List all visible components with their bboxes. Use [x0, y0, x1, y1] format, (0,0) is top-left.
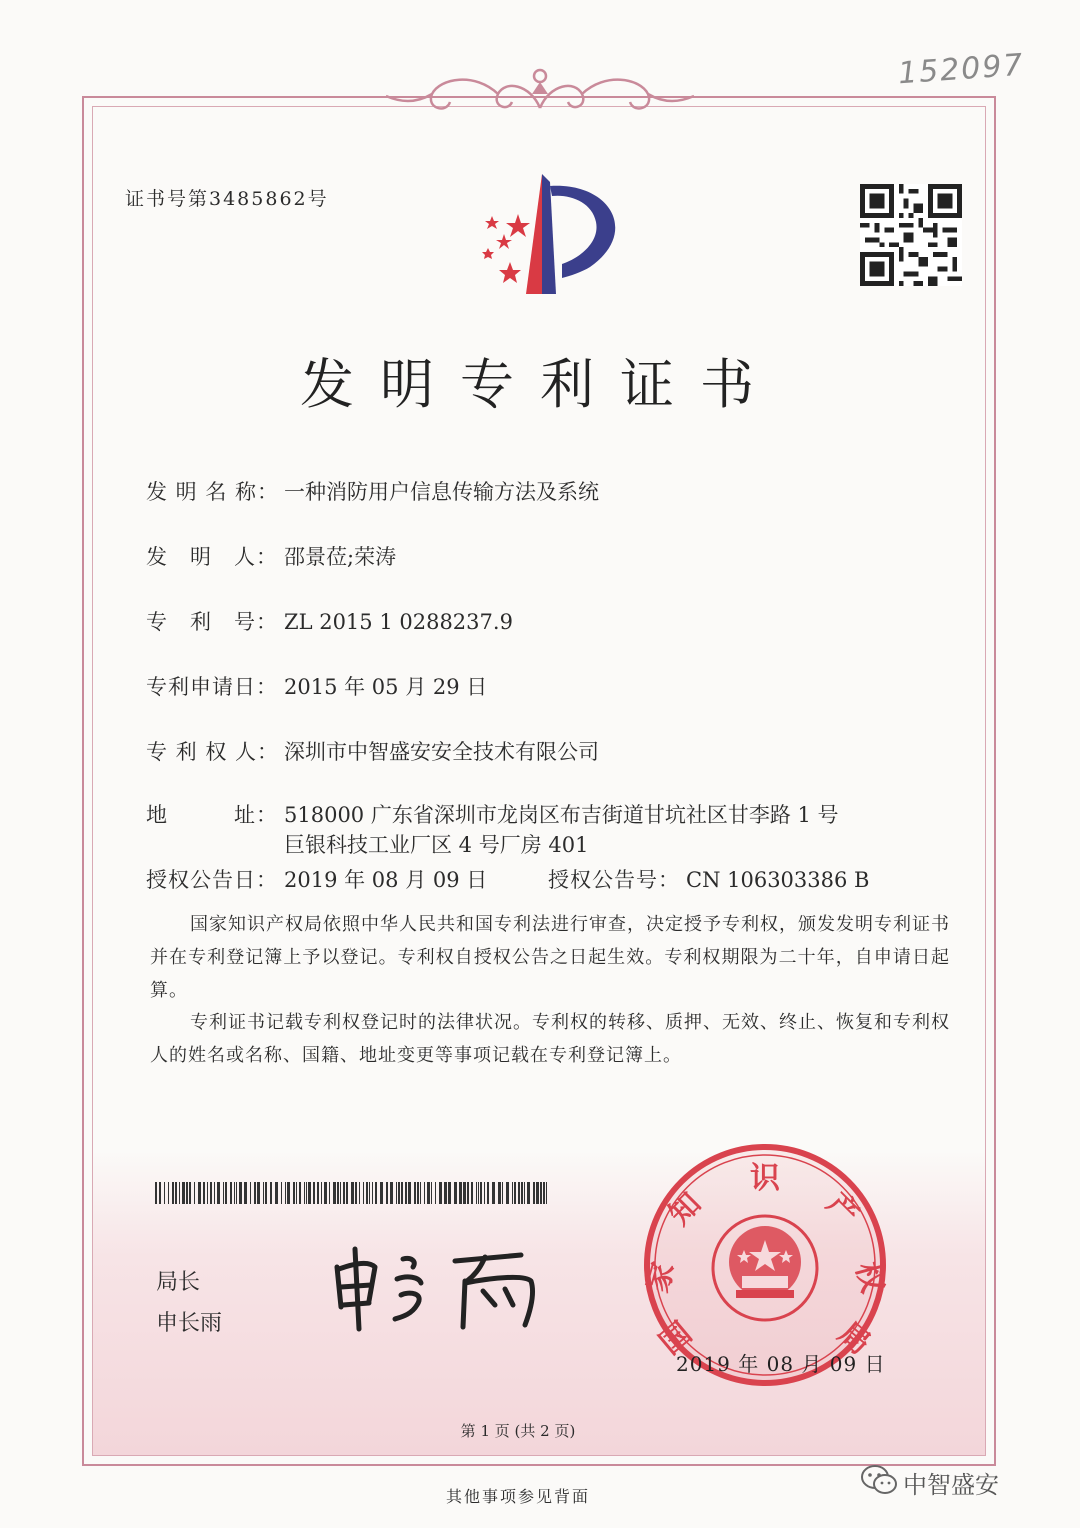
svg-text:识: 识 — [750, 1161, 780, 1196]
star-icon — [496, 234, 512, 249]
field-patentee — [146, 736, 599, 766]
field-grant-date — [146, 864, 487, 894]
director-signature — [325, 1245, 565, 1335]
page-info: 第 1 页 (共 2 页) — [460, 1422, 576, 1440]
field-value: ZL 2015 1 0288237.9 — [284, 610, 513, 634]
field-invention-name — [146, 476, 599, 506]
barcode — [155, 1182, 550, 1204]
field-patent-number — [146, 606, 513, 636]
field-value: 一种消防用户信息传输方法及系统 — [284, 480, 599, 504]
top-ornament — [380, 64, 700, 124]
patent-office-logo — [470, 172, 630, 302]
director-name: 申长雨 — [156, 1311, 223, 1336]
page-title: 发明专利证书 — [300, 353, 780, 416]
star-icon — [482, 248, 494, 259]
qr-code — [860, 184, 962, 286]
svg-text:权: 权 — [848, 1258, 890, 1297]
field-value: 巨银科技工业厂区 4 号厂房 401 — [284, 833, 589, 857]
field-filing-date — [146, 671, 487, 701]
field-label: 授权公告号： — [548, 868, 680, 892]
star-icon — [506, 214, 530, 237]
field-inventor — [146, 541, 396, 571]
svg-text:产: 产 — [819, 1186, 866, 1233]
field-value: 邵景莅;荣涛 — [284, 545, 397, 569]
field-label: 授权公告日： — [146, 868, 278, 892]
field-label: 地 址： — [146, 803, 278, 827]
field-label: 发 明 名 称： — [146, 480, 280, 504]
footer-note: 其他事项参见背面 — [445, 1487, 590, 1506]
director-title: 局长 — [156, 1270, 201, 1295]
watermark: 中智盛安 — [903, 1471, 999, 1499]
star-icon — [485, 216, 499, 229]
field-label: 专利申请日： — [146, 675, 278, 699]
statement-paragraph: 国家知识产权局依照中华人民共和国专利法进行审查，决定授予专利权，颁发发明专利证书并在专利登记簿上予以登记。专利权自授权公告之日起生效。专利权期限为二十年，自申请日起算。 — [150, 914, 950, 1001]
field-label: 专 利 权 人： — [146, 740, 280, 764]
field-address-line2 — [284, 829, 588, 859]
svg-text:国: 国 — [653, 1315, 699, 1362]
field-value: 518000 广东省深圳市龙岗区布吉街道甘坑社区甘李路 1 号 — [284, 803, 839, 827]
wechat-icon — [860, 1463, 898, 1497]
seal-date: 2019 年 08 月 09 日 — [676, 1352, 886, 1376]
field-label: 专 利 号： — [146, 610, 278, 634]
field-grant-number — [548, 864, 869, 894]
certificate-number: 证书号第3485862号 — [125, 188, 329, 210]
svg-text:家: 家 — [640, 1258, 682, 1297]
svg-text:局: 局 — [831, 1315, 877, 1362]
field-value: CN 106303386 B — [686, 868, 870, 892]
legal-status-paragraph: 专利证书记载专利权登记时的法律状况。专利权的转移、质押、无效、终止、恢复和专利权人的姓名或名称、国籍、地址变更等事项记载在专利登记簿上。 — [150, 1012, 950, 1066]
field-address — [146, 799, 839, 829]
field-label: 发 明 人： — [146, 545, 278, 569]
field-value: 深圳市中智盛安安全技术有限公司 — [284, 740, 599, 764]
svg-text:知: 知 — [662, 1186, 709, 1233]
star-icon — [499, 262, 521, 283]
field-value: 2019 年 08 月 09 日 — [284, 868, 488, 892]
field-value: 2015 年 05 月 29 日 — [284, 675, 488, 699]
handwritten-note: 152097 — [896, 47, 1026, 92]
